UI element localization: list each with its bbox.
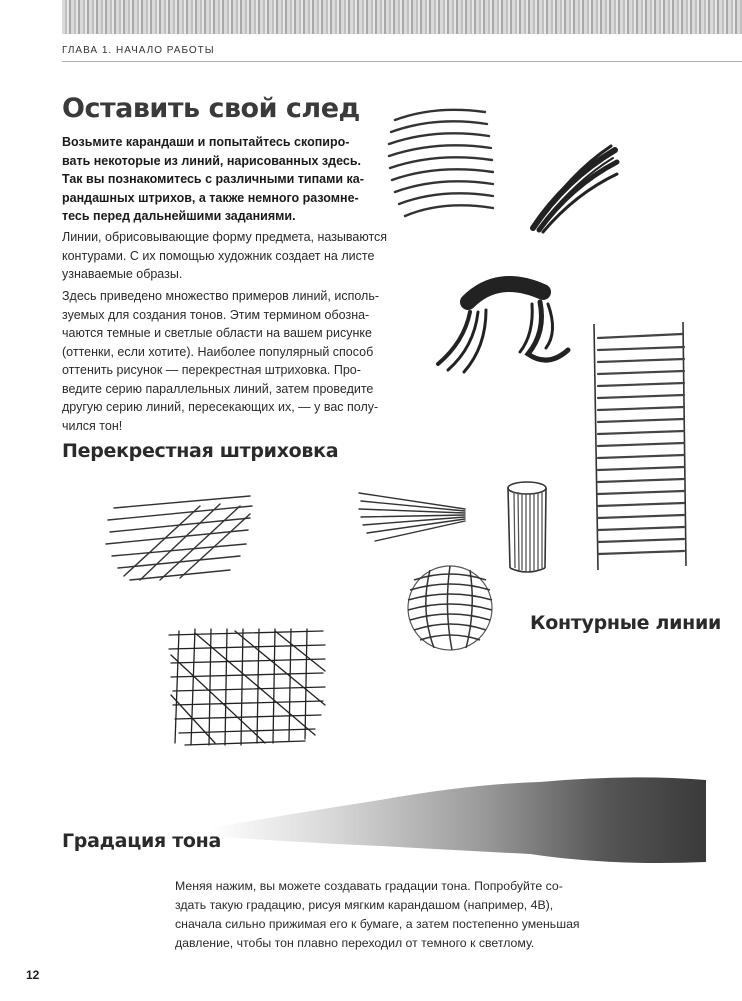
intro-paragraph xyxy=(62,133,364,226)
heading-crosshatch: Перекрестная штриховка xyxy=(62,440,339,462)
body-line: узнаваемые образы. xyxy=(62,267,183,281)
body-line: сначала сильно прижимая его к бумаге, а затем постепенно уменьшая xyxy=(175,917,580,931)
intro-line: тесь перед дальнейшими заданиями. xyxy=(62,209,296,223)
body-line: другую серию линий, пересекающих их, — у вас полу- xyxy=(62,400,379,414)
tone-gradation-illustration xyxy=(210,770,710,870)
cylinder-illustration xyxy=(500,478,555,578)
fan-strokes-illustration xyxy=(355,485,470,545)
body-line: чаются темные и светлые области на вашем рисунке xyxy=(62,326,372,340)
intro-line: рандашных штрихов, а также немного разомне- xyxy=(62,190,359,205)
body-line: ведите серию параллельных линий, затем проведите xyxy=(62,381,374,396)
decorative-header-band xyxy=(62,0,742,34)
contours-paragraph xyxy=(62,228,387,284)
intro-line: Так вы познакомитесь с различными типами ка- xyxy=(62,172,364,186)
hair-curl-illustration xyxy=(428,272,573,377)
body-line: контурами. С их помощью художник создает на листе xyxy=(62,248,375,263)
heading-contour-lines: Контурные линии xyxy=(530,612,722,634)
body-line: чился тон! xyxy=(62,418,123,433)
chapter-label: ГЛАВА 1. НАЧАЛО РАБОТЫ xyxy=(62,45,215,56)
body-line: Здесь приведено множество примеров линий, исполь- xyxy=(62,289,380,303)
page-title: Оставить свой след xyxy=(62,93,360,124)
tapered-strokes-illustration xyxy=(525,140,620,240)
body-line: зуемых для создания тонов. Этим термином обозна- xyxy=(62,307,370,322)
body-line: давление, чтобы тон плавно переходил от темного к светлому. xyxy=(175,936,535,950)
intro-line: вать некоторые из линий, нарисованных здесь. xyxy=(62,153,361,168)
vertical-hatch-illustration xyxy=(588,320,693,575)
body-line: здать такую градацию, рисуя мягким карандашом (например, 4B), xyxy=(175,898,554,912)
gradation-paragraph xyxy=(175,877,580,953)
body-line: (оттенки, если хотите). Наиболее популярный способ xyxy=(62,344,374,359)
heading-tone-gradation: Градация тона xyxy=(62,830,222,852)
sphere-illustration xyxy=(400,560,500,660)
tones-paragraph xyxy=(62,287,379,435)
body-line: Линии, обрисовывающие форму предмета, называются xyxy=(62,230,388,244)
crosshatch-illustration xyxy=(165,625,330,750)
body-line: Меняя нажим, вы можете создавать градации тона. Попробуйте со- xyxy=(175,879,563,893)
header-rule xyxy=(62,61,742,62)
curved-strokes-illustration xyxy=(375,100,505,240)
intro-line: Возьмите карандаши и попытайтесь скопиро- xyxy=(62,135,350,149)
page-number: 12 xyxy=(26,968,40,982)
parallel-hatch-illustration xyxy=(100,490,260,590)
body-line: оттенить рисунок — перекрестная штриховка. Про- xyxy=(62,363,361,377)
